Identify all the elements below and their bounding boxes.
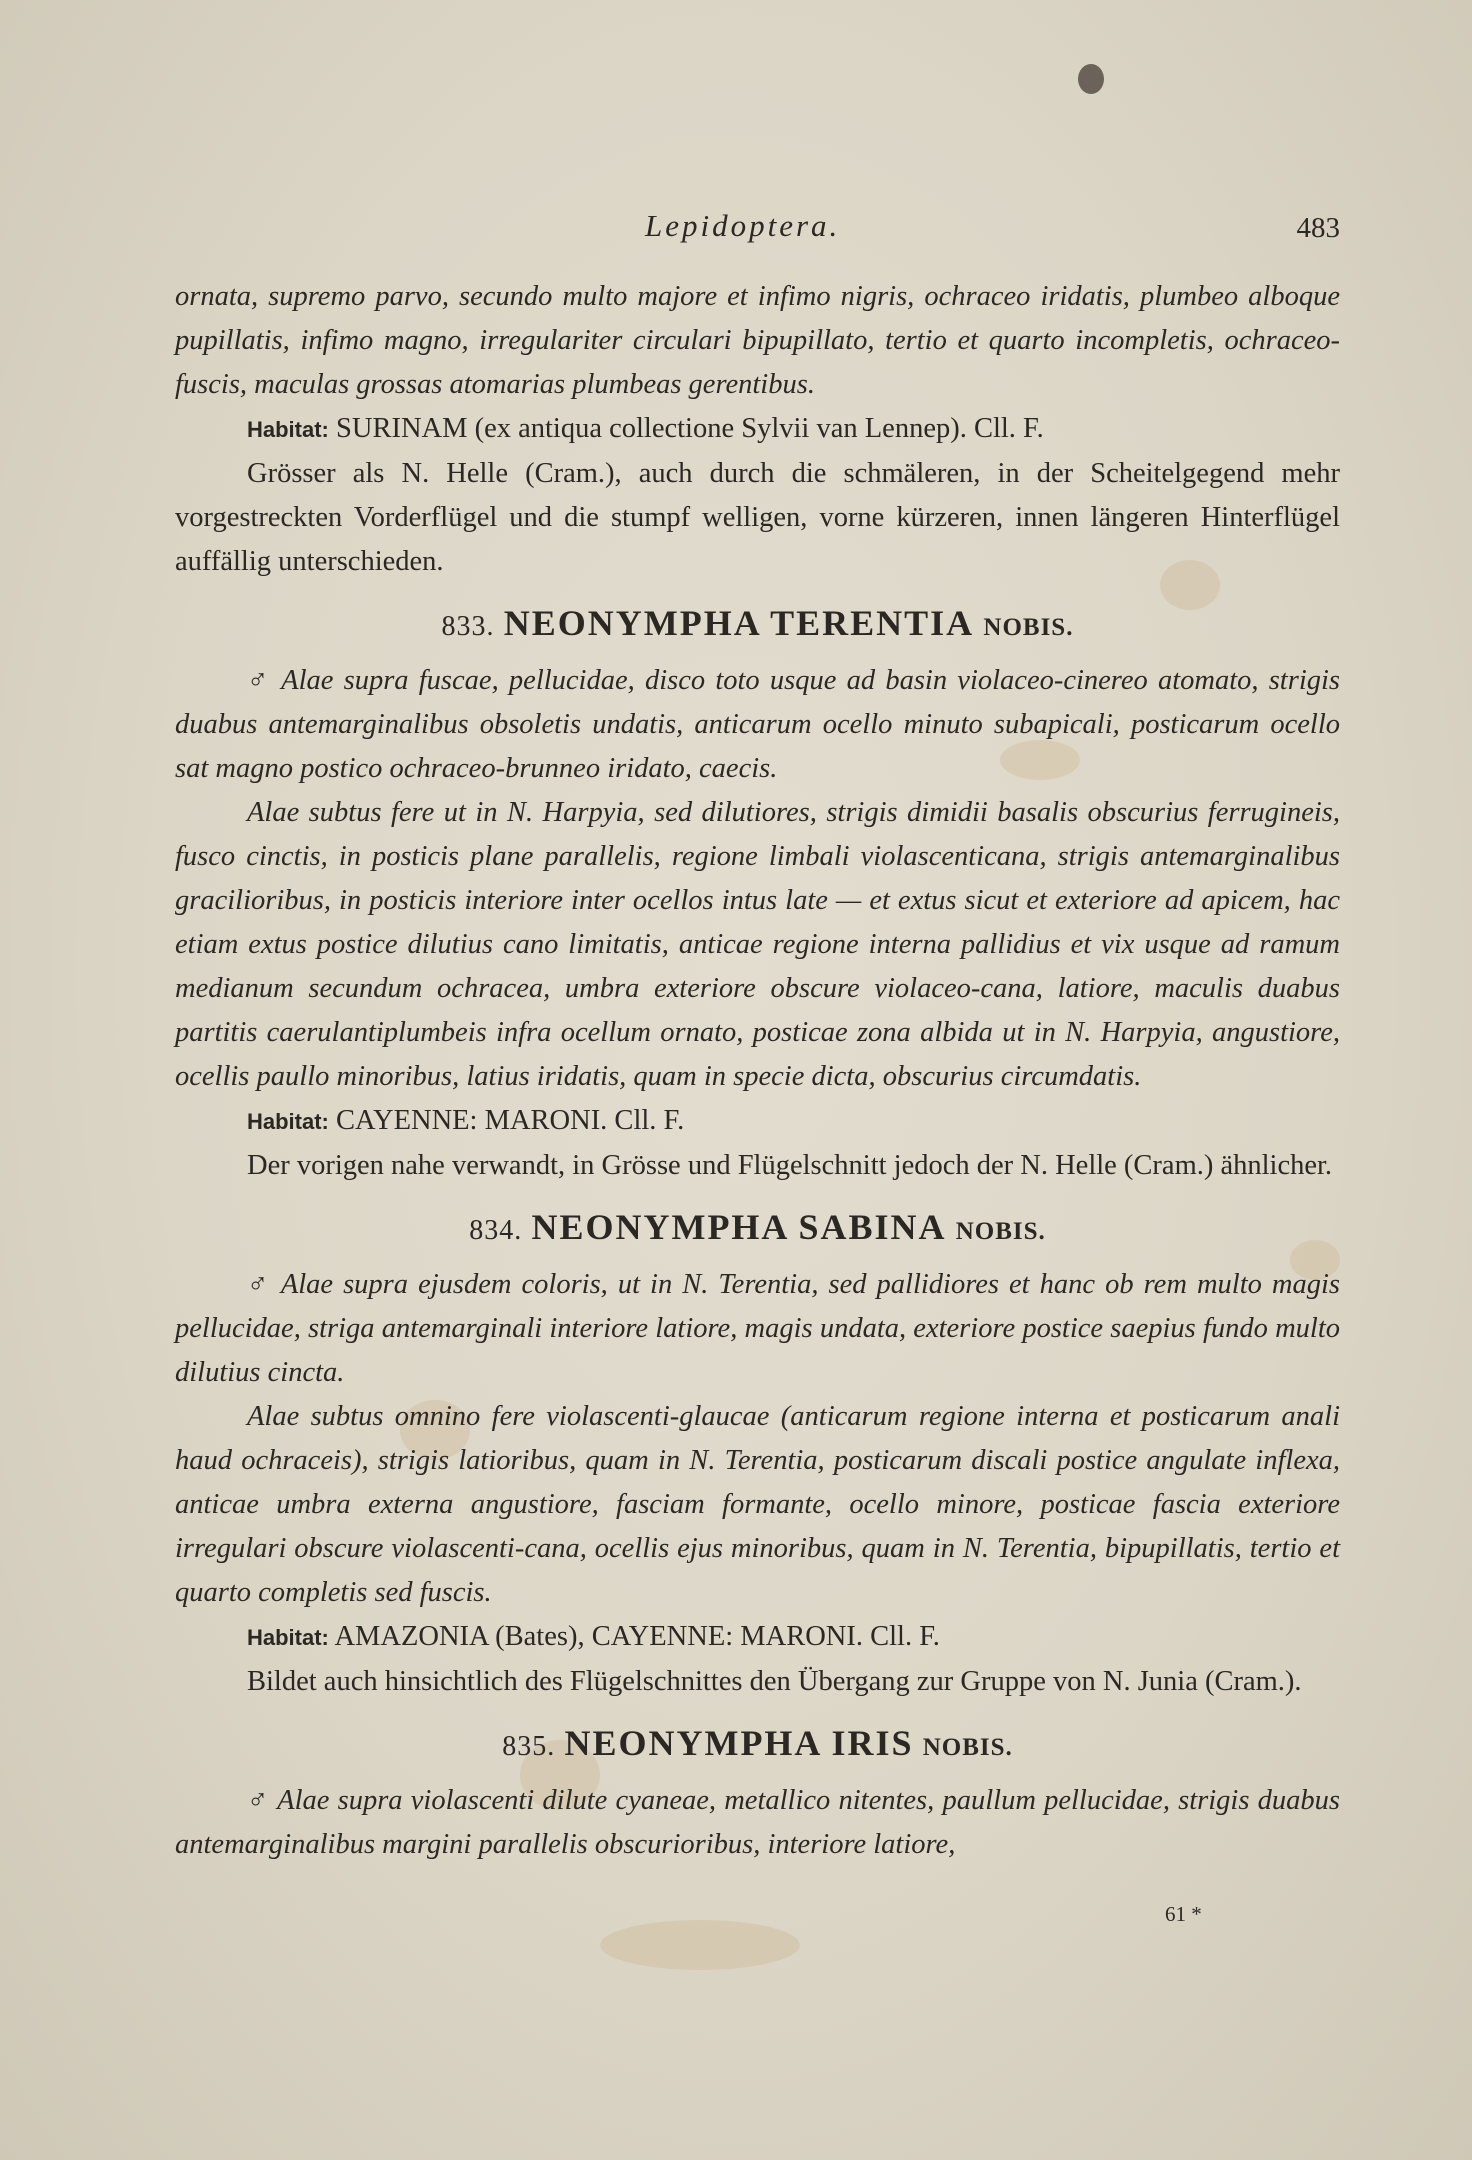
- species-author: NOBIS.: [922, 1734, 1013, 1761]
- habitat-text: SURINAM (ex antiqua collectione Sylvii van Lennep). Cll. F.: [336, 413, 1044, 444]
- species-number: 833.: [441, 611, 495, 642]
- description-paragraph: Alae subtus fere ut in N. Harpyia, sed dilutiores, strigis dimidii basalis obscurius ferrugineis, fusco cinctis, in posticis plane parallelis, regione limbali violascenticana, strigis antemarginalibus gracilioribus, in posticis interiore inter ocellos intus late — et extus sicut et exteriore ad apicem, hac etiam extus postice dilutius cano limitatis, anticae regione interna pallidius et vix usque ad ramum medianum secundum ochracea, umbra exteriore obscure violaceo-cana, latiore, maculis duabus partitis caerulantiplumbeis infra ocellum ornato, posticae zona albida ut in N. Harpyia, angustiore, ocellis paullo minoribus, latius iridatis, quam in specie dicta, obscurius circumdatis.: [175, 797, 1340, 1092]
- species-number: 835.: [502, 1731, 556, 1762]
- species-heading: [175, 598, 1340, 653]
- description-paragraph: ♂ Alae supra fuscae, pellucidae, disco toto usque ad basin violaceo-cinereo atomato, strigis duabus antemarginalibus obsoletis undatis, anticarum ocello minuto subapicali, posticarum ocello sat magno postico ochraceo-brunneo iridato, caecis.: [175, 665, 1340, 784]
- paper-stain: [600, 1920, 800, 1970]
- remark-paragraph: Bildet auch hinsichtlich des Flügelschnittes den Übergang zur Gruppe von N. Junia (Cram.).: [247, 1666, 1302, 1697]
- species-name: NEONYMPHA TERENTIA: [503, 603, 975, 643]
- habitat-label: Habitat:: [247, 1109, 329, 1134]
- habitat-label: Habitat:: [247, 417, 329, 442]
- species-heading: [175, 1718, 1340, 1773]
- species-author: NOBIS.: [955, 1218, 1046, 1245]
- description-paragraph: ♂ Alae supra violascenti dilute cyaneae, metallico nitentes, paullum pellucidae, strigis duabus antemarginalibus margini parallelis obscurioribus, interiore latiore,: [175, 1785, 1340, 1860]
- species-name: NEONYMPHA SABINA: [531, 1207, 947, 1247]
- description-paragraph: ornata, supremo parvo, secundo multo majore et infimo nigris, ochraceo iridatis, plumbeo alboque pupillatis, infimo magno, irregulariter circulari bipupillato, tertio et quarto incompletis, ochraceo-fuscis, maculas grossas atomarias plumbeas gerentibus.: [175, 281, 1340, 400]
- species-number: 834.: [469, 1215, 523, 1246]
- page-header: [175, 208, 1340, 252]
- species-heading: [175, 1202, 1340, 1257]
- habitat-line: [175, 1615, 1340, 1660]
- description-paragraph: ♂ Alae supra ejusdem coloris, ut in N. Terentia, sed pallidiores et hanc ob rem multo magis pellucidae, striga antemarginali interiore latiore, magis undata, exteriore postice saepius fundo multo dilutius cincta.: [175, 1269, 1340, 1388]
- ink-blot: [1078, 64, 1104, 94]
- page-number: 483: [1296, 212, 1340, 244]
- page-body: [175, 275, 1340, 1867]
- species-name: NEONYMPHA IRIS: [564, 1723, 914, 1763]
- description-paragraph: Alae subtus omnino fere violascenti-glaucae (anticarum regione interna et posticarum anali haud ochraceis), strigis latioribus, quam in N. Terentia, posticarum discali postice angulate inflexa, anticae umbra externa angustiore, fasciam formante, ocello minore, posticae fascia exteriore irregulari obscure violascenti-cana, ocellis ejus minoribus, quam in N. Terentia, bipupillatis, tertio et quarto completis sed fuscis.: [175, 1401, 1340, 1608]
- remark-paragraph: Grösser als N. Helle (Cram.), auch durch die schmäleren, in der Scheitelgegend mehr vorgestreckten Vorderflügel und die stumpf welligen, vorne kürzeren, innen längeren Hinterflügel auffällig unterschieden.: [175, 458, 1340, 577]
- habitat-line: [175, 407, 1340, 452]
- habitat-line: [175, 1099, 1340, 1144]
- habitat-label: Habitat:: [247, 1625, 329, 1650]
- habitat-text: AMAZONIA (Bates), CAYENNE: MARONI. Cll. F.: [334, 1621, 940, 1652]
- signature-mark: 61 *: [1165, 1902, 1202, 1926]
- running-title: Lepidoptera.: [645, 208, 841, 243]
- remark-paragraph: Der vorigen nahe verwandt, in Grösse und Flügelschnitt jedoch der N. Helle (Cram.) ähnlicher.: [247, 1150, 1333, 1181]
- species-author: NOBIS.: [983, 614, 1074, 641]
- habitat-text: CAYENNE: MARONI. Cll. F.: [336, 1105, 685, 1136]
